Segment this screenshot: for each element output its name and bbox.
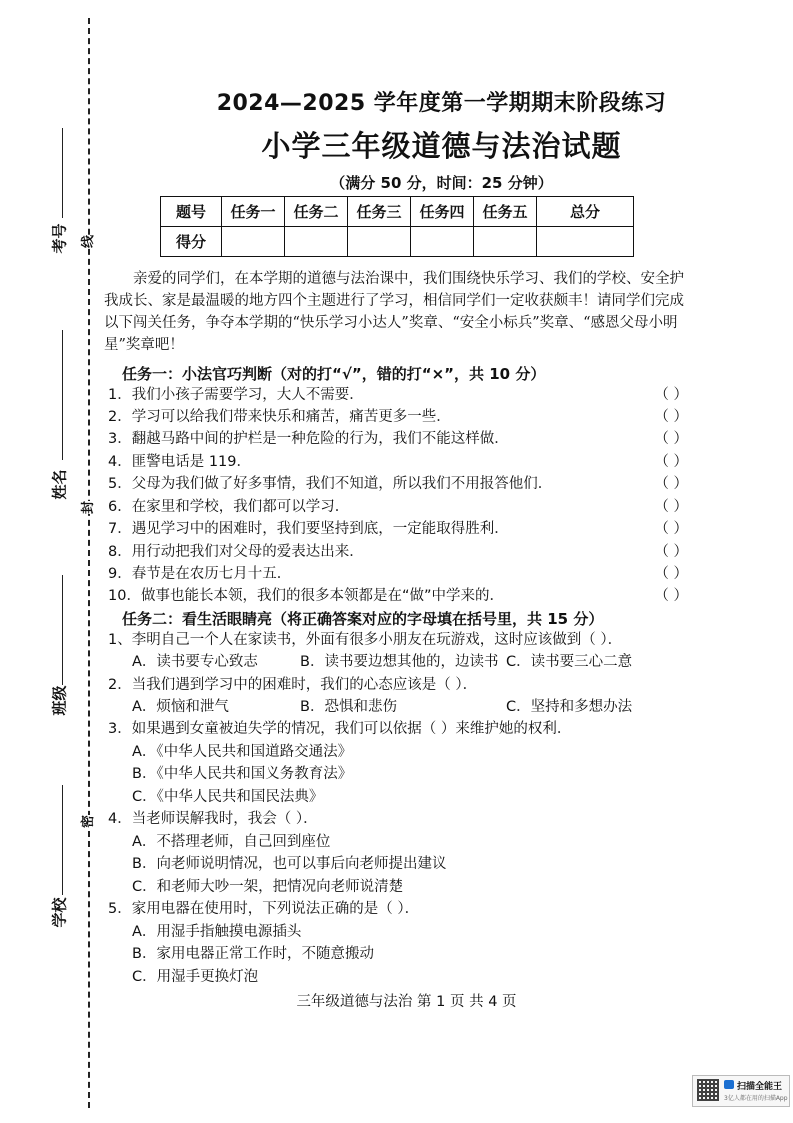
judge-text: 1．我们小孩子需要学习，大人不需要．: [108, 387, 364, 403]
score-table-header-row: [161, 197, 634, 227]
score-cell: [537, 227, 634, 257]
name-line: [62, 330, 63, 460]
exam-no-label: 考号: [50, 223, 69, 254]
name-label: 姓名: [50, 469, 69, 500]
cut-mark-line: 线: [77, 235, 96, 248]
score-cell: [411, 227, 474, 257]
choice-option: A．读书要专心致志: [132, 654, 258, 670]
judge-text: 6．在家里和学校，我们都可以学习．: [108, 499, 350, 515]
judge-item: [108, 518, 688, 540]
task1-title: 任务一：小法官巧判断（对的打“√”，错的打“×”，共 10 分）: [122, 365, 546, 383]
judge-item: [108, 451, 688, 473]
score-table-header: 任务五: [474, 197, 537, 227]
score-cell: [474, 227, 537, 257]
task2-title: 任务二：看生活眼睛亮（将正确答案对应的字母填在括号里，共 15 分）: [122, 610, 604, 628]
choice-option: A．《中华人民共和国道路交通法》: [132, 744, 353, 760]
class-label: 班级: [50, 685, 69, 716]
choice-question: 3．如果遇到女童被迫失学的情况，我们可以依据（ ）来维护她的权利．: [108, 721, 572, 737]
choice-option: C．用湿手更换灯泡: [132, 969, 259, 985]
exam-info-subtitle: （满分 50 分，时间：25 分钟）: [330, 174, 553, 192]
judge-text: 9．春节是在农历七月十五．: [108, 566, 292, 582]
judge-item: [108, 473, 688, 495]
choice-option: C．读书要三心二意: [506, 654, 633, 670]
school-label: 学校: [50, 897, 69, 928]
exam-subject-title: 小学三年级道德与法治试题: [261, 129, 622, 163]
score-table-header: 任务二: [285, 197, 348, 227]
scanner-logo-icon: [724, 1080, 734, 1089]
intro-paragraph: 亲爱的同学们，在本学期的道德与法治课中，我们围绕快乐学习、我们的学校、安全护我成长、家是最温暖的地方四个主题进行了学习，相信同学们一定收获颇丰！请同学们完成以下闯关任务，争夺本学期的“快乐学习小达人”奖章、“安全小标兵”奖章、“感恩父母小明星”奖章吧！: [104, 271, 684, 353]
judge-item: [108, 563, 688, 585]
score-cell: [348, 227, 411, 257]
answer-bracket: （ ）: [654, 521, 688, 537]
choice-question: 4．当老师误解我时，我会（ ）．: [108, 811, 318, 827]
choice-option: B．家用电器正常工作时，不随意搬动: [132, 946, 374, 962]
score-table-header: 题号: [161, 197, 222, 227]
choice-option: B．恐惧和悲伤: [300, 699, 397, 715]
choice-question: 1、李明自己一个人在家读书，外面有很多小朋友在玩游戏，这时应该做到（ ）．: [108, 632, 623, 648]
cut-mark-seal: 封: [77, 501, 96, 514]
choice-option: A．用湿手指触摸电源插头: [132, 924, 302, 940]
judge-item: [108, 496, 688, 518]
score-table-header: 任务四: [411, 197, 474, 227]
answer-bracket: （ ）: [654, 387, 688, 403]
answer-bracket: （ ）: [654, 566, 688, 582]
choice-option: C．《中华人民共和国民法典》: [132, 789, 324, 805]
judge-text: 8．用行动把我们对父母的爱表达出来．: [108, 544, 364, 560]
choice-option: A．不搭理老师，自己回到座位: [132, 834, 331, 850]
answer-bracket: （ ）: [654, 544, 688, 560]
scanner-watermark: [692, 1075, 790, 1107]
judge-text: 5．父母为我们做了好多事情，我们不知道，所以我们不用报答他们．: [108, 476, 553, 492]
judge-text: 10．做事也能长本领，我们的很多本领都是在“做”中学来的．: [108, 588, 504, 604]
choice-option: A．烦恼和泄气: [132, 699, 229, 715]
qr-code-icon: [697, 1079, 719, 1101]
score-table-header: 任务一: [222, 197, 285, 227]
judge-text: 3．翻越马路中间的护栏是一种危险的行为，我们不能这样做．: [108, 431, 509, 447]
judge-text: 7．遇见学习中的困难时，我们要坚持到底，一定能取得胜利．: [108, 521, 509, 537]
judge-item: [108, 541, 688, 563]
score-table-header: 总分: [537, 197, 634, 227]
choice-option: C．和老师大吵一架，把情况向老师说清楚: [132, 879, 404, 895]
answer-bracket: （ ）: [654, 409, 688, 425]
judge-text: 4．匪警电话是 119．: [108, 454, 252, 470]
scanner-tagline: 3亿人都在用的扫描App: [724, 1095, 788, 1102]
score-table: [160, 196, 634, 257]
school-line: [62, 785, 63, 895]
score-table-row: [161, 227, 634, 257]
answer-bracket: （ ）: [654, 431, 688, 447]
choice-option: B．向老师说明情况，也可以事后向老师提出建议: [132, 856, 447, 872]
judge-text: 2．学习可以给我们带来快乐和痛苦，痛苦更多一些．: [108, 409, 451, 425]
judge-item: [108, 384, 688, 406]
answer-bracket: （ ）: [654, 454, 688, 470]
choice-option: B．读书要边想其他的，边读书: [300, 654, 499, 670]
scanner-app-name: 扫描全能王: [737, 1082, 783, 1092]
score-cell: [285, 227, 348, 257]
judge-item: [108, 406, 688, 428]
answer-bracket: （ ）: [654, 476, 688, 492]
choice-question: 5．家用电器在使用时，下列说法正确的是（ ）．: [108, 901, 420, 917]
score-cell: [222, 227, 285, 257]
judge-item: [108, 585, 688, 607]
cut-mark-secret: 密: [77, 815, 96, 828]
answer-bracket: （ ）: [654, 499, 688, 515]
choice-option: C．坚持和多想办法: [506, 699, 633, 715]
choice-question: 2．当我们遇到学习中的困难时，我们的心态应该是（ ）．: [108, 677, 478, 693]
score-row-label: 得分: [161, 227, 222, 257]
page-footer: 三年级道德与法治 第 1 页 共 4 页: [296, 994, 517, 1010]
choice-option: B．《中华人民共和国义务教育法》: [132, 766, 353, 782]
answer-bracket: （ ）: [654, 588, 688, 604]
score-table-header: 任务三: [348, 197, 411, 227]
exam-term-title: 2024—2025 学年度第一学期期末阶段练习: [216, 91, 667, 116]
class-line: [62, 575, 63, 685]
judge-item: [108, 428, 688, 450]
